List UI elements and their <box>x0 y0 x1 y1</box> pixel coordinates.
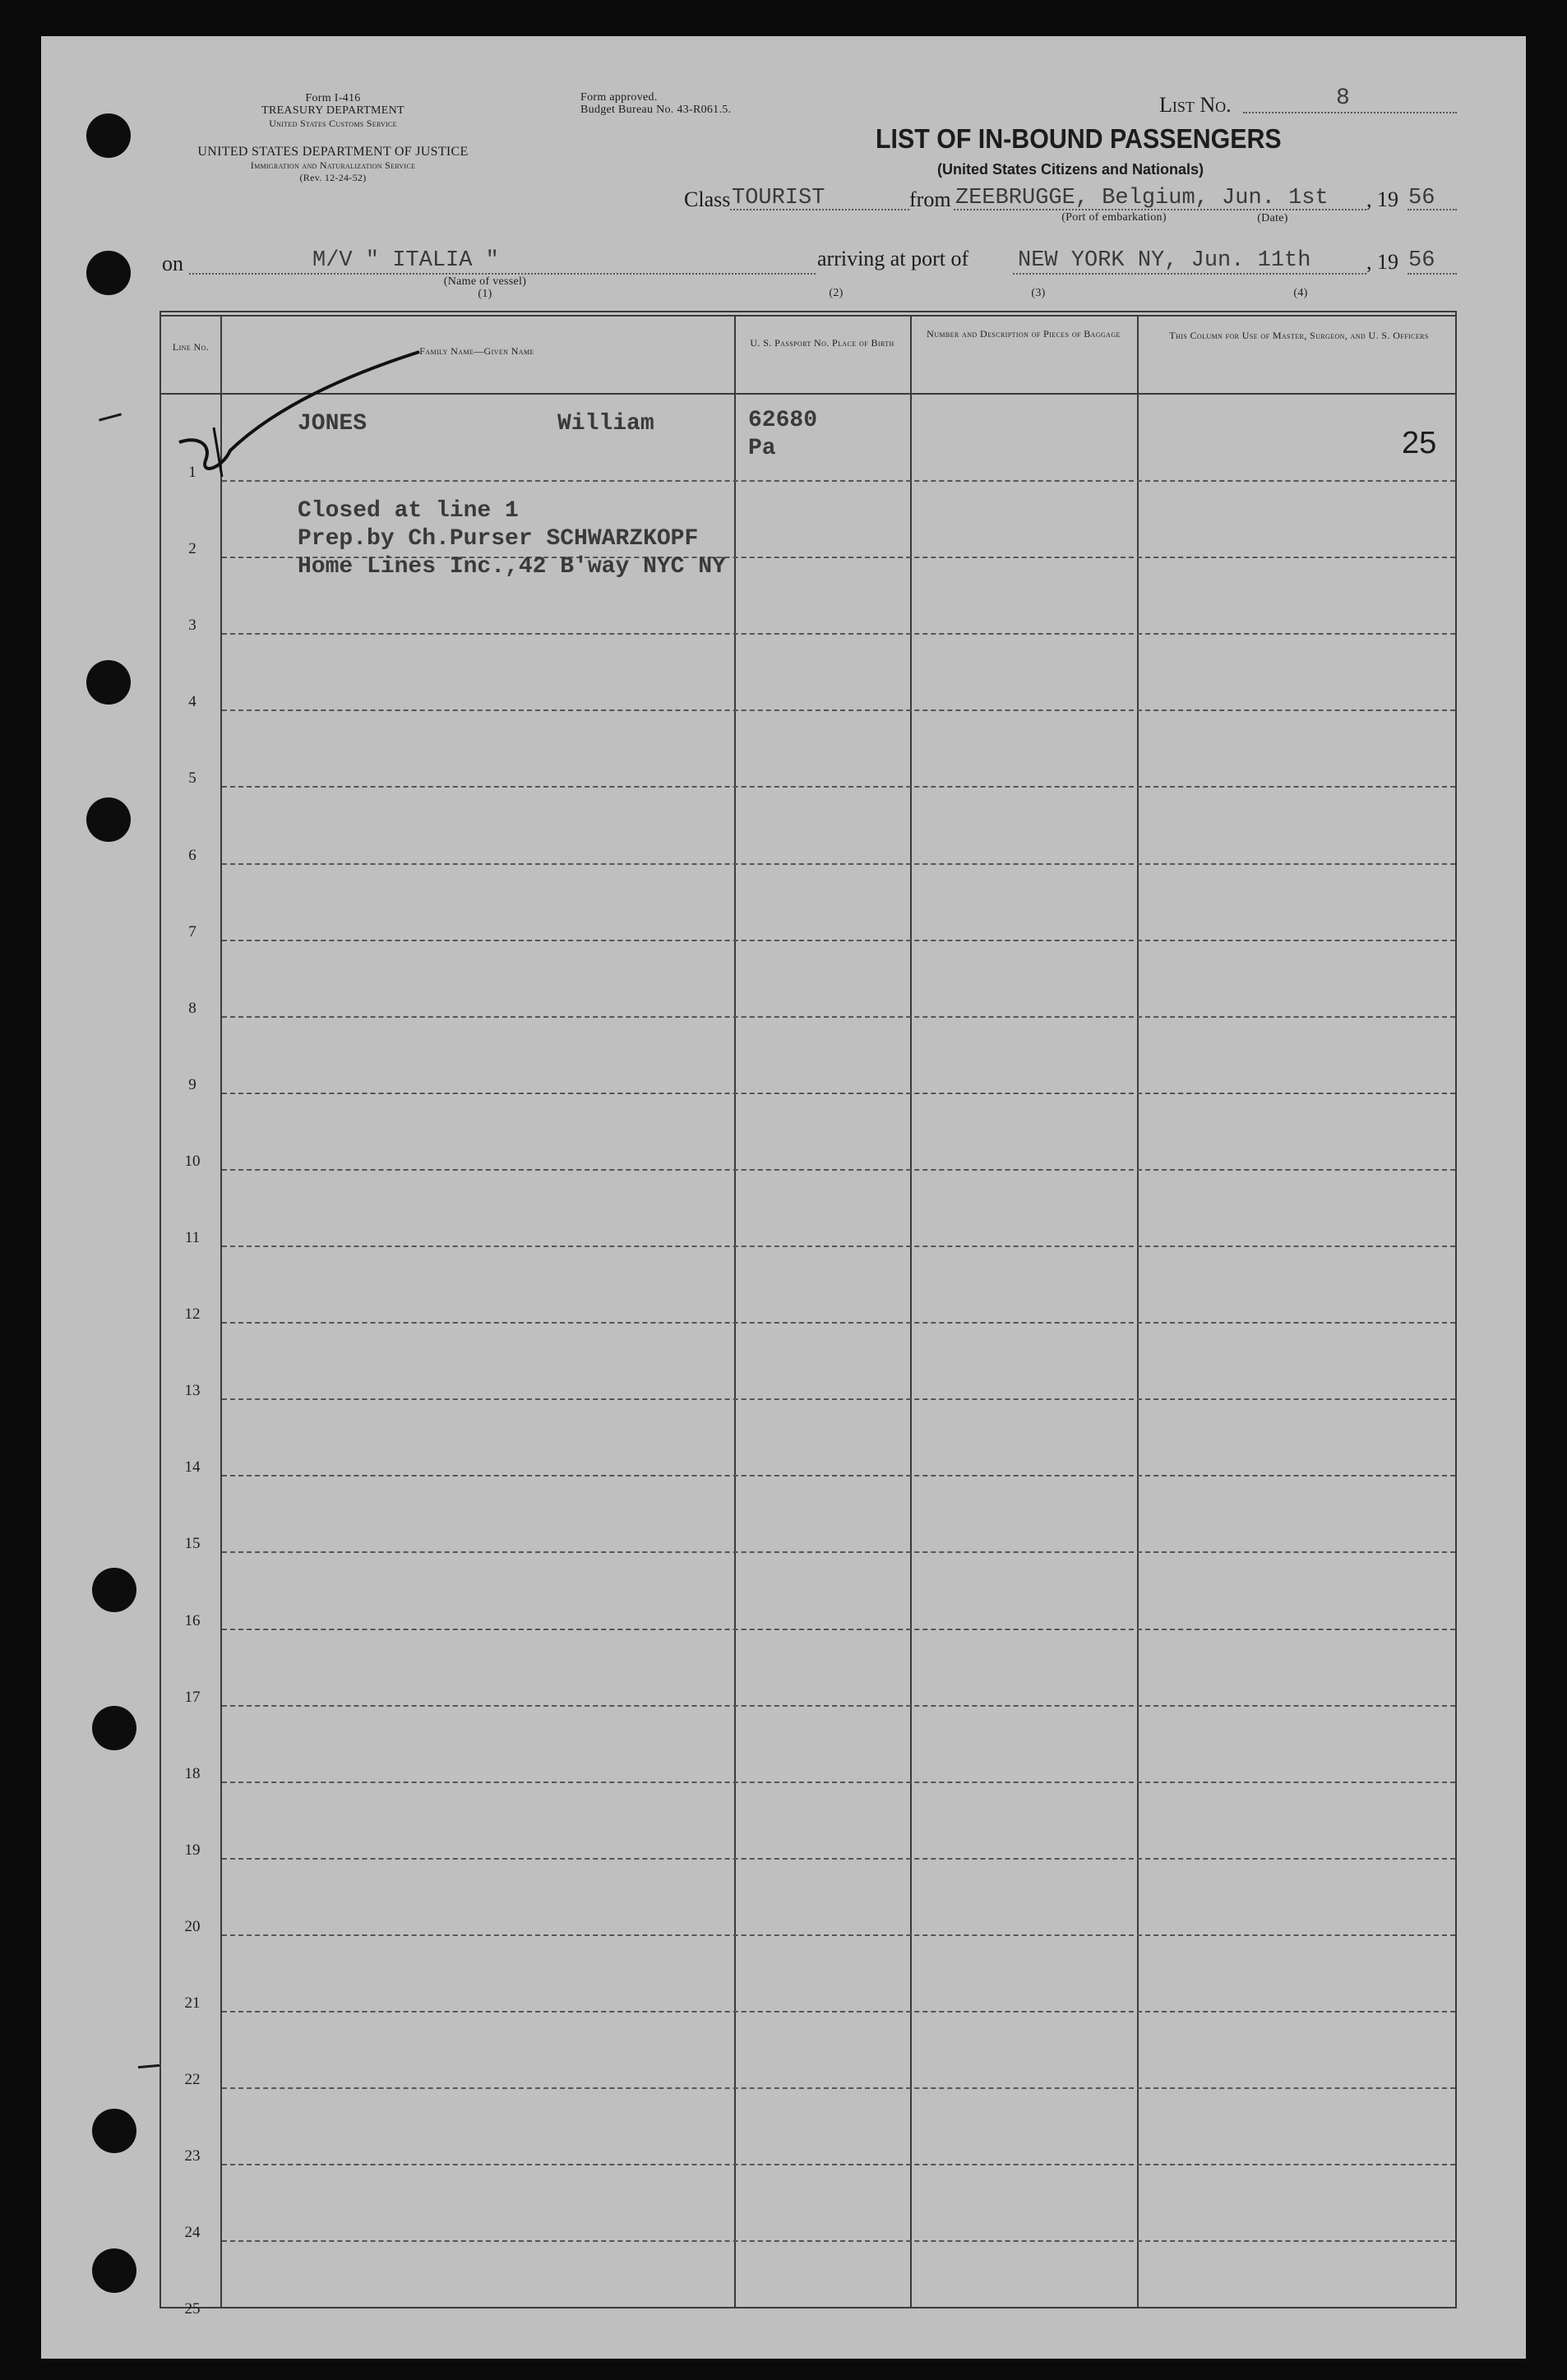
list-no-label: List No. <box>1159 93 1232 117</box>
caption-4: (4) <box>1293 287 1308 299</box>
line-number: 5 <box>188 769 196 788</box>
year2-value: 56 <box>1408 248 1435 273</box>
col-divider <box>734 315 736 2308</box>
binder-hole <box>86 797 131 842</box>
caption-3: (3) <box>1031 287 1046 299</box>
line-number: 18 <box>184 1764 201 1782</box>
line-number: 14 <box>184 1458 201 1477</box>
row-rule <box>222 786 1455 788</box>
list-no-value: 8 <box>1336 85 1350 111</box>
col-header-baggage: Number and Description of Pieces of Baggage <box>927 328 1121 340</box>
line-number: 8 <box>188 999 196 1017</box>
line-number: 19 <box>184 1841 201 1859</box>
binder-hole <box>86 113 131 158</box>
line-number: 12 <box>184 1306 201 1324</box>
year-prefix: , 19 <box>1366 187 1398 211</box>
arrival-line <box>1013 273 1366 275</box>
row-rule <box>222 709 1455 711</box>
caption-2: (2) <box>829 287 844 299</box>
row-rule <box>222 2087 1455 2089</box>
customs-service: United States Customs Service <box>269 118 397 129</box>
line-number: 11 <box>184 1229 201 1246</box>
row-rule <box>222 1858 1455 1860</box>
binder-hole <box>92 1706 136 1750</box>
col-divider <box>220 315 222 2308</box>
line-number: 24 <box>184 2224 201 2242</box>
row-rule <box>222 1705 1455 1707</box>
check-mark <box>173 345 436 493</box>
line-number: 23 <box>184 2147 201 2165</box>
row-rule <box>222 1245 1455 1247</box>
passenger-table <box>159 311 1457 2308</box>
line-number: 1 <box>188 464 196 481</box>
line-number: 21 <box>184 1994 201 2012</box>
binder-hole <box>92 1568 136 1612</box>
row-rule <box>222 1093 1455 1094</box>
row-rule <box>222 1782 1455 1783</box>
line-number: 16 <box>184 1611 201 1629</box>
line-number: 2 <box>188 540 196 558</box>
closing-note: Closed at line 1 <box>298 498 519 524</box>
row-rule <box>222 863 1455 865</box>
binder-hole <box>92 2109 136 2153</box>
row-rule <box>222 1169 1455 1171</box>
row-rule <box>222 1016 1455 1018</box>
preparer-note: Prep.by Ch.Purser SCHWARZKOPF <box>298 526 699 552</box>
class-label: Class <box>684 187 731 211</box>
vessel-line <box>189 273 816 275</box>
line-number: 15 <box>184 1535 201 1553</box>
ins-service: Immigration and Naturalization Service <box>250 159 416 171</box>
form-approved: Form approved. <box>580 91 658 104</box>
year-line <box>1408 209 1457 210</box>
from-value: ZEEBRUGGE, Belgium, Jun. 1st <box>955 186 1329 210</box>
page-title: LIST OF IN-BOUND PASSENGERS <box>876 123 1282 154</box>
binder-hole <box>86 251 131 295</box>
treasury-dept: TREASURY DEPARTMENT <box>261 104 404 117</box>
officer-note: 25 <box>1402 426 1437 460</box>
binder-hole <box>86 660 131 705</box>
class-value: TOURIST <box>732 186 825 210</box>
budget-bureau: Budget Bureau No. 43-R061.5. <box>580 104 732 116</box>
line-number: 9 <box>188 1075 196 1093</box>
col-header-name: Family Name—Given Name <box>419 345 534 357</box>
line-number: 25 <box>184 2300 201 2318</box>
row-rule <box>222 1934 1455 1936</box>
col-header-officers: This Column for Use of Master, Surgeon, and U. S. Officers <box>1169 330 1429 341</box>
col-divider <box>910 315 912 2308</box>
row-rule <box>222 2011 1455 2013</box>
from-label: from <box>909 187 951 211</box>
vessel-caption: (Name of vessel) <box>443 275 527 288</box>
row-rule <box>222 940 1455 941</box>
family-name: JONES <box>298 411 367 437</box>
list-no-line <box>1243 112 1457 113</box>
year2-prefix: , 19 <box>1366 250 1398 274</box>
row-rule <box>222 633 1455 635</box>
agent-note: Home Lines Inc.,42 B'way NYC NY <box>298 554 726 580</box>
col-divider <box>1137 315 1139 2308</box>
caption-1: (1) <box>478 288 492 300</box>
on-label: on <box>162 252 183 275</box>
row-rule <box>222 1629 1455 1630</box>
line-number: 3 <box>188 617 196 635</box>
port-caption: (Port of embarkation) <box>1061 211 1167 224</box>
page-subtitle: (United States Citizens and Nationals) <box>937 161 1204 178</box>
row-rule <box>222 1551 1455 1553</box>
row-rule <box>222 2164 1455 2165</box>
birthplace: Pa <box>748 436 776 461</box>
arriving-label: arriving at port of <box>817 247 969 270</box>
table-top-rule <box>159 315 1457 317</box>
passport-number: 62680 <box>748 408 818 433</box>
justice-dept: UNITED STATES DEPARTMENT OF JUSTICE <box>197 145 469 159</box>
line-number: 7 <box>188 922 196 940</box>
line-number: 6 <box>188 846 196 864</box>
line-number: 13 <box>184 1382 201 1400</box>
row-rule <box>222 2240 1455 2242</box>
row-rule <box>222 1475 1455 1477</box>
row-rule <box>222 1322 1455 1324</box>
line-number: 10 <box>184 1152 201 1170</box>
date-caption: (Date) <box>1257 212 1288 224</box>
line-number: 20 <box>184 1917 201 1935</box>
col-header-passport: U. S. Passport No. Place of Birth <box>750 337 894 349</box>
given-name: William <box>557 411 654 437</box>
vessel-value: M/V " ITALIA " <box>312 248 499 273</box>
revision: (Rev. 12-24-52) <box>299 172 367 183</box>
year-value: 56 <box>1408 186 1435 210</box>
line-number: 4 <box>188 693 196 711</box>
arrival-value: NEW YORK NY, Jun. 11th <box>1018 248 1311 273</box>
year2-line <box>1408 273 1457 275</box>
row-rule <box>222 1398 1455 1400</box>
line-number: 17 <box>184 1688 201 1706</box>
col-header-line-no: Line No. <box>172 341 210 353</box>
form-id: Form I-416 <box>305 92 361 104</box>
binder-hole <box>92 2248 136 2293</box>
line-number: 22 <box>184 2071 201 2089</box>
